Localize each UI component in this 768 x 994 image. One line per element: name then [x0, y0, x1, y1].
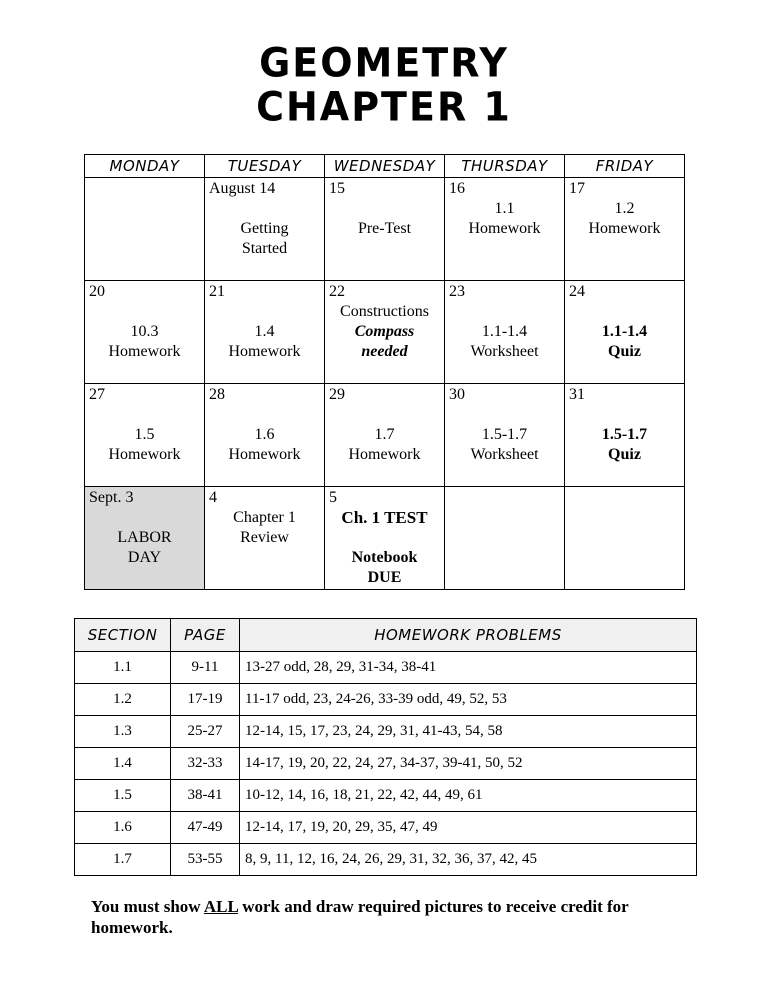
calendar-cell	[565, 487, 685, 590]
title-line-1: GEOMETRY	[259, 39, 509, 87]
calendar-cell	[85, 178, 205, 281]
day-header-wednesday: WEDNESDAY	[325, 155, 445, 178]
cell-text-emphasis: DUE	[367, 569, 402, 586]
cell-text: LABOR	[117, 529, 172, 546]
cell-text: Started	[241, 240, 288, 257]
section-cell: 1.7	[75, 844, 171, 876]
calendar-cell	[85, 281, 205, 384]
title-line-2: CHAPTER 1	[256, 83, 512, 131]
calendar-cell	[325, 281, 445, 384]
cell-text: Homework	[108, 343, 181, 360]
calendar-week-row	[85, 487, 685, 590]
section-cell: 1.2	[75, 684, 171, 716]
cell-text-emphasis: Ch. 1 TEST	[341, 508, 428, 527]
cell-text-emphasis: 1.5-1.7	[601, 426, 648, 443]
calendar-cell	[325, 487, 445, 590]
page-cell: 38-41	[171, 780, 240, 812]
instructions-prefix: You must show	[91, 897, 204, 916]
calendar-cell	[205, 487, 325, 590]
page-cell: 9-11	[171, 652, 240, 684]
day-number: August 14	[209, 180, 276, 197]
calendar-cell	[445, 487, 565, 590]
calendar-header-row	[85, 155, 685, 178]
cell-text-emphasis: Quiz	[608, 446, 641, 463]
cell-text: Homework	[468, 220, 541, 237]
column-header-section: SECTION	[75, 619, 171, 652]
day-number: 4	[209, 489, 217, 506]
cell-text: Pre-Test	[357, 220, 412, 237]
table-row	[75, 780, 697, 812]
day-number: 27	[89, 386, 105, 403]
problems-cell: 12-14, 15, 17, 23, 24, 29, 31, 41-43, 54, 58	[240, 716, 697, 748]
cell-text: 10.3	[130, 323, 159, 340]
cell-text: Homework	[228, 343, 301, 360]
day-header-monday: MONDAY	[85, 155, 205, 178]
cell-text: Homework	[108, 446, 181, 463]
instructions-suffix: work and draw required pictures to receive credit for homework.	[91, 897, 629, 937]
homework-header-row	[75, 619, 697, 652]
calendar-cell	[325, 178, 445, 281]
homework-table	[74, 618, 697, 876]
calendar-cell	[445, 384, 565, 487]
page-cell: 47-49	[171, 812, 240, 844]
cell-text: Worksheet	[470, 343, 539, 360]
calendar-table	[84, 154, 685, 590]
cell-text: Homework	[228, 446, 301, 463]
cell-text: 1.5-1.7	[481, 426, 528, 443]
problems-cell: 13-27 odd, 28, 29, 31-34, 38-41	[240, 652, 697, 684]
cell-text: Worksheet	[470, 446, 539, 463]
day-header-friday: FRIDAY	[565, 155, 685, 178]
table-row	[75, 652, 697, 684]
column-header-problems: HOMEWORK PROBLEMS	[240, 619, 697, 652]
calendar-cell-holiday	[85, 487, 205, 590]
cell-text: 1.7	[374, 426, 395, 443]
cell-text: 1.5	[134, 426, 155, 443]
cell-text: 1.2	[614, 200, 635, 217]
section-cell: 1.4	[75, 748, 171, 780]
problems-cell: 11-17 odd, 23, 24-26, 33-39 odd, 49, 52, 53	[240, 684, 697, 716]
instructions-emphasis: ALL	[203, 897, 238, 916]
cell-text: 1.1	[494, 200, 515, 217]
problems-cell: 10-12, 14, 16, 18, 21, 22, 42, 44, 49, 61	[240, 780, 697, 812]
cell-text: DAY	[127, 549, 162, 566]
day-number: 23	[449, 283, 465, 300]
cell-text: Homework	[588, 220, 661, 237]
problems-cell: 8, 9, 11, 12, 16, 24, 26, 29, 31, 32, 36, 37, 42, 45	[240, 844, 697, 876]
day-number: 30	[449, 386, 465, 403]
cell-text: Constructions	[340, 303, 429, 320]
calendar-cell	[565, 384, 685, 487]
table-row	[75, 812, 697, 844]
day-header-tuesday: TUESDAY	[205, 155, 325, 178]
cell-text-emphasis: needed	[361, 343, 408, 360]
cell-text: 1.6	[254, 426, 275, 443]
day-number: 31	[569, 386, 585, 403]
day-number: 29	[329, 386, 345, 403]
day-number: 16	[449, 180, 465, 197]
calendar-cell	[205, 178, 325, 281]
day-number: 20	[89, 283, 105, 300]
calendar-cell	[445, 281, 565, 384]
day-number: 21	[209, 283, 225, 300]
calendar-cell	[205, 281, 325, 384]
calendar-cell	[565, 281, 685, 384]
calendar-week-row	[85, 178, 685, 281]
page-cell: 32-33	[171, 748, 240, 780]
day-number: 15	[329, 180, 345, 197]
page-cell: 17-19	[171, 684, 240, 716]
cell-text: Homework	[348, 446, 421, 463]
cell-text-emphasis: Notebook	[351, 549, 418, 566]
cell-text: 1.4	[254, 323, 275, 340]
cell-text: Chapter 1	[233, 509, 296, 526]
day-number: 5	[329, 489, 337, 506]
problems-cell: 14-17, 19, 20, 22, 24, 27, 34-37, 39-41, 50, 52	[240, 748, 697, 780]
section-cell: 1.5	[75, 780, 171, 812]
table-row	[75, 716, 697, 748]
calendar-cell	[85, 384, 205, 487]
table-row	[75, 844, 697, 876]
calendar-cell	[205, 384, 325, 487]
calendar-cell	[445, 178, 565, 281]
section-cell: 1.1	[75, 652, 171, 684]
calendar-cell	[565, 178, 685, 281]
day-header-thursday: THURSDAY	[445, 155, 565, 178]
problems-cell: 12-14, 17, 19, 20, 29, 35, 47, 49	[240, 812, 697, 844]
cell-text-emphasis: Compass	[354, 323, 415, 340]
day-number: 28	[209, 386, 225, 403]
day-number: Sept. 3	[89, 489, 134, 506]
section-cell: 1.6	[75, 812, 171, 844]
day-number: 22	[329, 283, 345, 300]
section-cell: 1.3	[75, 716, 171, 748]
calendar-cell	[325, 384, 445, 487]
cell-text: Review	[240, 529, 289, 546]
page-cell: 53-55	[171, 844, 240, 876]
day-number: 17	[569, 180, 585, 197]
column-header-page: PAGE	[171, 619, 240, 652]
calendar-week-row	[85, 281, 685, 384]
table-row	[75, 684, 697, 716]
table-row	[75, 748, 697, 780]
day-number: 24	[569, 283, 585, 300]
homework-instructions	[91, 896, 691, 938]
calendar-week-row	[85, 384, 685, 487]
cell-text: Getting	[240, 220, 289, 237]
cell-text: 1.1-1.4	[481, 323, 528, 340]
page-cell: 25-27	[171, 716, 240, 748]
cell-text-emphasis: Quiz	[608, 343, 641, 360]
cell-text-emphasis: 1.1-1.4	[601, 323, 648, 340]
